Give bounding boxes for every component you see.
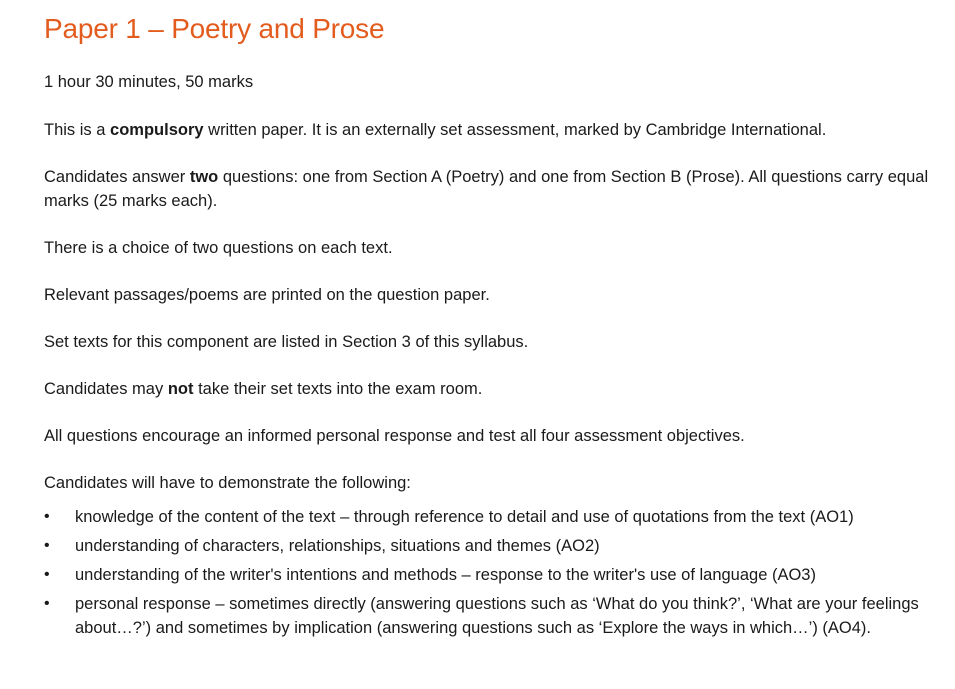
bullet-icon: • [44,566,50,583]
questions-bold: two [189,168,219,186]
duration-text: 1 hour 30 minutes, 50 marks [44,73,254,91]
compulsory-text-before: This is a [44,121,111,139]
list-item [44,505,934,529]
list-item-text: knowledge of the content of the text – through reference to detail and use of quotations from the text (AO1) [75,508,854,526]
choice-paragraph: There is a choice of two questions on each text. [44,239,393,257]
list-item [44,534,934,558]
bullet-icon: • [44,595,50,612]
list-item-text: understanding of characters, relationships, situations and themes (AO2) [75,537,600,555]
objectives-list [44,505,934,640]
list-item [44,592,934,640]
list-item-text: understanding of the writer's intentions and methods – response to the writer's use of language (AO3) [75,566,816,584]
questions-text-after: questions: one from Section A (Poetry) and one from Section B (Prose). All questions carry equal marks (25 marks each). [44,168,929,210]
list-item-text: personal response – sometimes directly (answering questions such as ‘What do you think?’, ‘What are your feelings about…?’) and sometimes by implication (answering questions such as ‘Explore the ways in which…’) (AO4). [75,595,919,637]
exam-room-text-before: Candidates may [44,380,168,398]
compulsory-text-after: written paper. It is an externally set assessment, marked by Cambridge International. [203,121,827,139]
demonstrate-paragraph: Candidates will have to demonstrate the following: [44,474,411,492]
exam-room-paragraph [44,377,934,401]
questions-paragraph [44,165,934,213]
bullet-icon: • [44,537,50,554]
encourage-paragraph: All questions encourage an informed personal response and test all four assessment objectives. [44,427,745,445]
page-title: Paper 1 – Poetry and Prose [44,13,385,44]
exam-room-bold: not [167,380,194,398]
compulsory-paragraph [44,118,934,142]
compulsory-bold: compulsory [110,121,204,139]
questions-text-before: Candidates answer [44,168,190,186]
passages-paragraph: Relevant passages/poems are printed on the question paper. [44,286,490,304]
exam-room-text-after: take their set texts into the exam room. [193,380,483,398]
bullet-icon: • [44,508,50,525]
set-texts-paragraph: Set texts for this component are listed in Section 3 of this syllabus. [44,333,529,351]
document-page [44,10,934,645]
list-item [44,563,934,587]
